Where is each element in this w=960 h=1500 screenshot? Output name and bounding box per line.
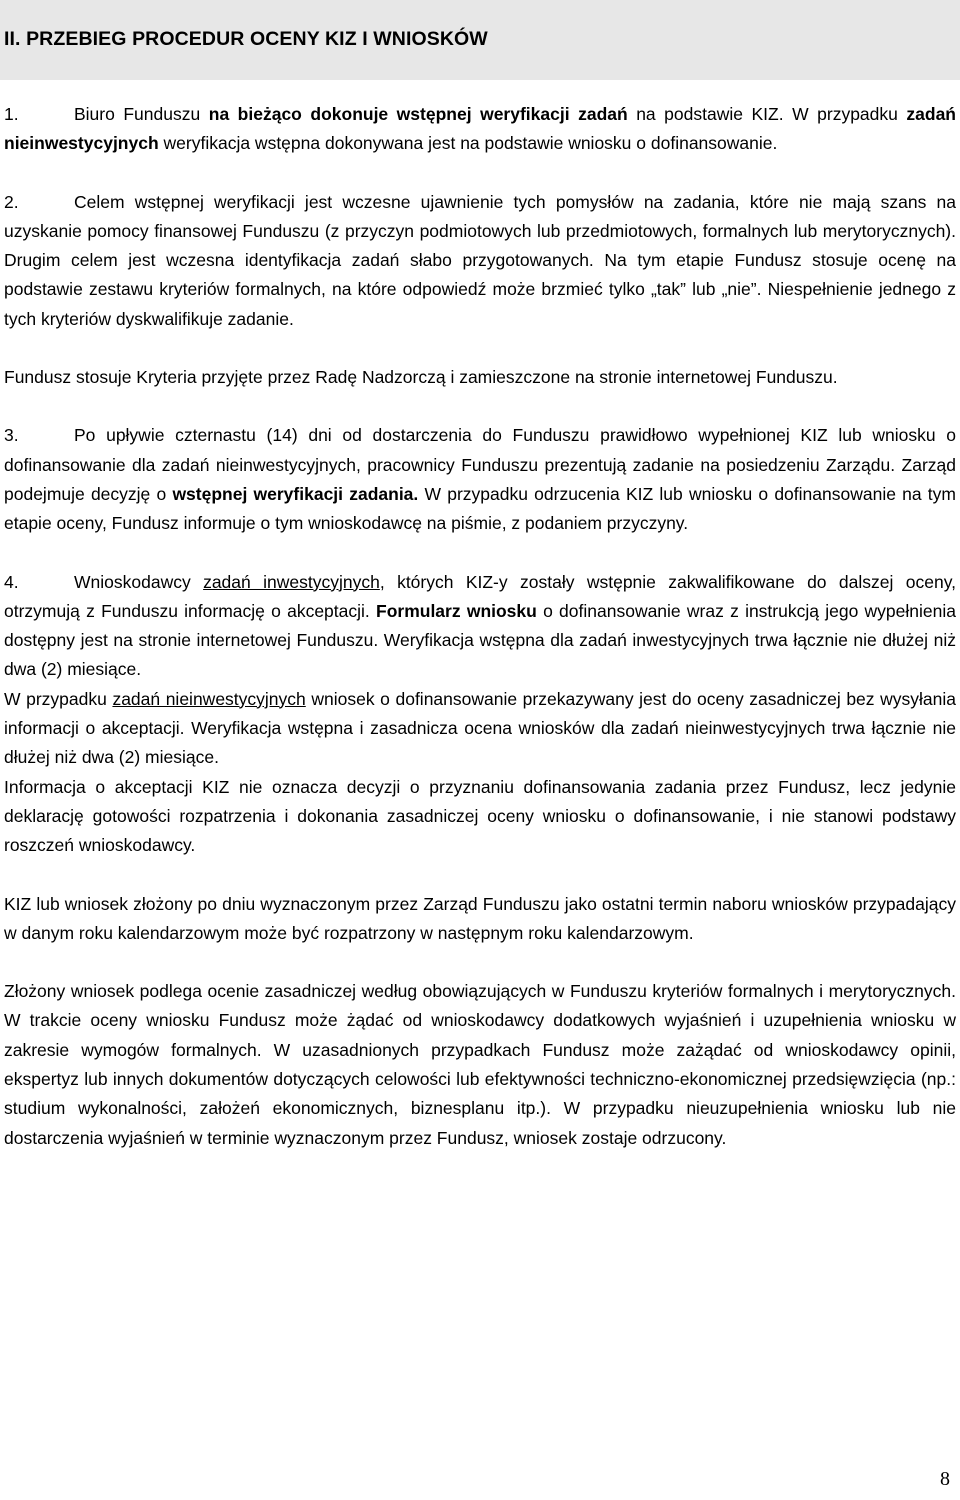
section-title: II. PRZEBIEG PROCEDUR OCENY KIZ I WNIOSKÓW xyxy=(4,28,488,50)
paragraph-1: 1. Biuro Funduszu na bieżąco dokonuje wstępnej weryfikacji zadań na podstawie KIZ. W przypadku zadań nieinwestycyjnych weryfikacja wstępna dokonywana jest na podstawie wniosku o dofinansowanie. xyxy=(4,100,956,159)
paragraph-number: 2. xyxy=(4,191,19,212)
page-number: 8 xyxy=(940,1468,950,1490)
document-body xyxy=(4,100,956,1153)
paragraph-2b: Fundusz stosuje Kryteria przyjęte przez Radę Nadzorczą i zamieszczone na stronie internetowej Funduszu. xyxy=(4,367,838,388)
paragraph-8: Złożony wniosek podlega ocenie zasadniczej według obowiązujących w Funduszu kryteriów formalnych i merytorycznych. W trakcie oceny wniosku Fundusz może żądać od wnioskodawcy dodatkowych wyjaśnień i uzupełnienia wniosku w zakresie wymogów formalnych. W uzasadnionych przypadkach Fundusz może zażądać od wnioskodawcy opinii, ekspertyz lub innych dokumentów dotyczących celowości lub efektywności techniczno-ekonomicznej przedsięwzięcia (np.: studium wykonalności, założeń ekonomicznych, biznesplanu itp.). W przypadku nieuzupełnienia wniosku lub nie dostarczenia wyjaśnień w terminie wyznaczonym przez Fundusz, wniosek zostaje odrzucony. xyxy=(4,981,956,1148)
paragraph-number: 4. xyxy=(4,571,19,592)
section-header xyxy=(0,0,960,80)
paragraph-3: 3. Po upływie czternastu (14) dni od dostarczenia do Funduszu prawidłowo wypełnionej KIZ lub wniosku o dofinansowanie dla zadań nieinwestycyjnych, pracownicy Funduszu prezentują zadanie na posiedzeniu Zarządu. Zarząd podejmuje decyzję o wstępnej weryfikacji zadania. W przypadku odrzucenia KIZ lub wniosku o dofinansowanie na tym etapie oceny, Fundusz informuje o tym wnioskodawcę na piśmie, z podaniem przyczyny. xyxy=(4,421,956,538)
paragraph-2: 2. Celem wstępnej weryfikacji jest wczesne ujawnienie tych pomysłów na zadania, które nie mają szans na uzyskanie pomocy finansowej Funduszu (z przyczyn podmiotowych lub przedmiotowych, formalnych lub merytorycznych). Drugim celem jest wczesna identyfikacja zadań słabo przygotowanych. Na tym etapie Fundusz stosuje ocenę na podstawie zestawu kryteriów formalnych, na które odpowiedź może brzmieć tylko „tak” lub „nie”. Niespełnienie jednego z tych kryteriów dyskwalifikuje zadanie. xyxy=(4,188,956,334)
paragraph-7: KIZ lub wniosek złożony po dniu wyznaczonym przez Zarząd Funduszu jako ostatni termin naboru wniosków przypadający w danym roku kalendarzowym może być rozpatrzony w następnym roku kalendarzowym. xyxy=(4,893,956,943)
paragraph-4: 4. Wnioskodawcy zadań inwestycyjnych, których KIZ-y zostały wstępnie zakwalifikowane do dalszej oceny, otrzymują z Funduszu informację o akceptacji. Formularz wniosku o dofinansowanie wraz z instrukcją jego wypełnienia dostępny jest na stronie internetowej Funduszu. Weryfikacja wstępna dla zadań inwestycyjnych trwa łącznie nie dłużej niż dwa (2) miesiące. xyxy=(4,568,956,685)
paragraph-5: W przypadku zadań nieinwestycyjnych wniosek o dofinansowanie przekazywany jest do oceny zasadniczej bez wysyłania informacji o akceptacji. Weryfikacja wstępna i zasadnicza ocena wniosków dla zadań nieinwestycyjnych trwa łącznie nie dłużej niż dwa (2) miesiące. xyxy=(4,688,956,768)
paragraph-number: 1. xyxy=(4,104,19,124)
paragraph-number: 3. xyxy=(4,425,19,446)
paragraph-6: Informacja o akceptacji KIZ nie oznacza decyzji o przyznaniu dofinansowania zadania przez Fundusz, lecz jedynie deklarację gotowości rozpatrzenia i dokonania zasadniczej oceny wniosku o dofinansowanie, i nie stanowi podstawy roszczeń wnioskodawcy. xyxy=(4,776,956,856)
